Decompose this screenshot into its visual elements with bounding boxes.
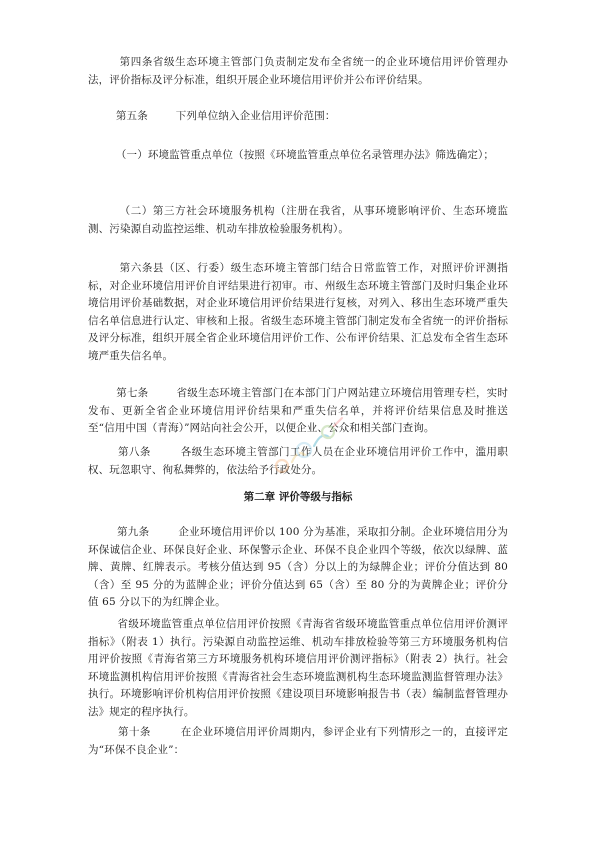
article-9-second-paragraph: 省级环境监管重点单位信用评价按照《青海省省级环境监管重点单位信用评价测评指标》（附表 1）执行。污染源自动监控运维、机动车排放检验等第三方环境服务机构信用评价按照《青海省第三方环境服务机构环境信用评价测评指标》（附表 2）执行。社会环境监测机构信用评价按照《青海省社会生态环境监测机构生态环境监测监督管理办法》执行。环境影响评价机构信用评价按照《建设项目环境影响报告书（表）编制监督管理办法》规定的程序执行。 (88, 618, 509, 718)
article-5-item-2: （二）第三方社会环境服务机构（注册在我省，从事环境影响评价、生态环境监测、污染源自动监控运维、机动车排放检验服务机构）。 (88, 205, 509, 235)
article-7-paragraph: 第七条 省级生态环境主管部门在本部门门户网站建立环境信用管理专栏，实时发布、更新全省企业环境信用评价结果和严重失信名单，并将评价结果信息及时推送至“信用中国（青海）”网站向社会公开，以便企业、公众和相关部门查询。 (88, 387, 509, 434)
article-8-paragraph: 第八条 各级生态环境主管部门工作人员在企业环境信用评价工作中，滥用职权、玩忽职守、徇私舞弊的，依法给予行政处分。 (88, 446, 508, 476)
article-5-paragraph: 第五条 下列单位纳入企业信用评价范围： (88, 110, 336, 122)
article-9-paragraph: 第九条 企业环境信用评价以 100 分为基准，采取扣分制。企业环境信用分为环保诚信企业、环保良好企业、环保警示企业、环保不良企业四个等级，依次以绿牌、蓝牌、黄牌、红牌表示。考核分值达到 95（含）分以上的为绿牌企业；评价分值达到 80（含）至 95 分的为蓝牌企业；评价分值达到 65（含）至 80 分的为黄牌企业；评价分值 65 分以下的为红牌企业。 (88, 526, 508, 608)
article-6-paragraph: 第六条县（区、行委）级生态环境主管部门结合日常监管工作，对照评价评测指标，对企业环境信用评价自评结果进行初审。市、州级生态环境主管部门及时归集企业环境信用评价基础数据，对企业环境信用评价结果进行复核，对列入、移出生态环境严重失信名单信息进行认定、审核和上报。省级生态环境主管部门制定发布全省统一的评价指标及评分标准，组织开展全省企业环境信用评价工作、公布评价结果、汇总发布全省生态环境严重失信名单。 (88, 262, 509, 362)
watermark-logo (268, 412, 348, 482)
article-10-paragraph: 第十条 在企业环境信用评价周期内，参评企业有下列情形之一的，直接评定为“环保不良企业”： (88, 726, 508, 756)
article-4-paragraph: 第四条省级生态环境主管部门负责制定发布全省统一的企业环境信用评价管理办法，评价指标及评分标准，组织开展企业环境信用评价并公布评价结果。 (88, 56, 509, 86)
article-5-item-1: （一）环境监管重点单位（按照《环境监管重点单位名录管理办法》筛选确定）； (88, 149, 495, 161)
chapter-2-heading: 第二章 评价等级与指标 (243, 491, 353, 503)
